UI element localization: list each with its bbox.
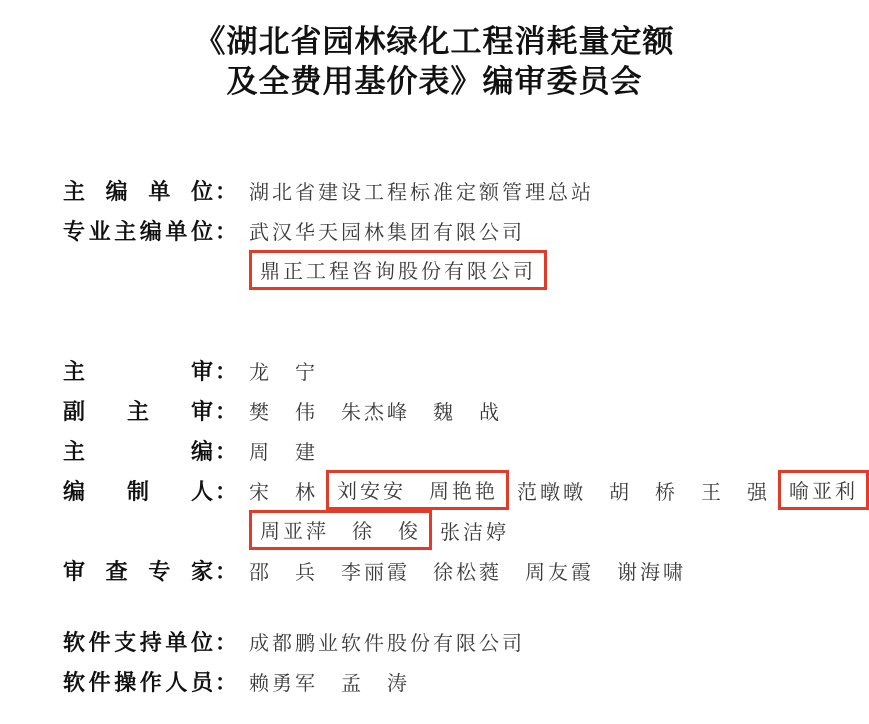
label-char: 位 xyxy=(190,218,213,244)
field-colon: ： xyxy=(215,438,238,464)
field-value: 张洁婷 xyxy=(440,521,510,544)
label-char: 编 xyxy=(63,478,86,504)
field-values xyxy=(249,470,869,550)
field-label xyxy=(63,175,213,206)
label-char: 审 xyxy=(63,558,86,584)
field-values xyxy=(249,350,859,390)
field-value: 龙 宁 xyxy=(249,361,319,384)
field-label-group xyxy=(63,430,237,470)
label-char: 主 xyxy=(126,398,149,424)
label-char: 业 xyxy=(88,218,111,244)
label-char: 审 xyxy=(190,358,213,384)
label-char: 软 xyxy=(63,629,86,655)
field-label-group xyxy=(63,170,237,210)
label-char: 主 xyxy=(63,358,86,384)
label-char: 单 xyxy=(165,218,188,244)
label-char: 软 xyxy=(63,669,86,695)
field-label xyxy=(63,355,213,386)
field-row xyxy=(63,390,859,430)
section-committee-members xyxy=(63,350,859,590)
field-row xyxy=(63,350,859,390)
label-char: 位 xyxy=(190,178,213,204)
label-char: 查 xyxy=(105,558,128,584)
value-line xyxy=(249,550,859,590)
label-char: 审 xyxy=(190,398,213,424)
value-line xyxy=(249,170,859,210)
label-char: 主 xyxy=(114,218,137,244)
label-char: 主 xyxy=(63,178,86,204)
field-label xyxy=(63,666,213,697)
field-label-group xyxy=(63,210,237,250)
field-row xyxy=(63,430,859,470)
title-line-1: 《湖北省园林绿化工程消耗量定额 xyxy=(194,24,675,59)
field-colon: ： xyxy=(215,669,238,695)
field-values xyxy=(249,390,859,430)
field-label xyxy=(63,435,213,466)
field-value: 樊 伟 朱杰峰 魏 战 xyxy=(249,401,503,424)
field-values xyxy=(249,661,859,701)
label-char: 编 xyxy=(190,438,213,464)
highlight-box: 刘安安 周艳艳 xyxy=(326,470,509,510)
page-title xyxy=(0,0,869,102)
field-value: 邵 兵 李丽霞 徐松蕤 周友霞 谢海啸 xyxy=(249,561,687,584)
field-value: 湖北省建设工程标准定额管理总站 xyxy=(249,181,595,204)
field-label-group xyxy=(63,350,237,390)
label-char: 支 xyxy=(114,629,137,655)
field-colon: ： xyxy=(215,358,238,384)
value-line xyxy=(249,621,859,661)
label-char: 单 xyxy=(148,178,171,204)
label-char: 副 xyxy=(63,398,86,424)
value-line xyxy=(249,350,859,390)
field-row xyxy=(63,550,859,590)
value-line xyxy=(249,661,859,701)
title-line-2: 及全费用基价表》编审委员会 xyxy=(226,64,643,99)
field-value: 范暾暾 胡 桥 王 强 xyxy=(517,481,771,504)
field-values xyxy=(249,170,859,210)
field-row xyxy=(63,661,859,701)
label-char: 编 xyxy=(139,218,162,244)
label-char: 主 xyxy=(63,438,86,464)
label-char: 操 xyxy=(114,669,137,695)
label-char: 件 xyxy=(88,629,111,655)
field-colon: ： xyxy=(215,558,238,584)
label-char: 人 xyxy=(165,669,188,695)
field-label xyxy=(63,215,213,246)
field-label-group xyxy=(63,390,237,430)
field-label-group xyxy=(63,470,237,510)
field-colon: ： xyxy=(215,178,238,204)
field-value: 周 建 xyxy=(249,441,319,464)
label-char: 编 xyxy=(105,178,128,204)
field-row xyxy=(63,170,859,210)
field-label xyxy=(63,475,213,506)
value-line xyxy=(249,390,859,430)
highlight-box: 周亚萍 徐 俊 xyxy=(249,510,432,550)
label-char: 员 xyxy=(190,669,213,695)
label-char: 持 xyxy=(139,629,162,655)
field-value: 成都鹏业软件股份有限公司 xyxy=(249,632,526,655)
highlight-box: 喻亚利 xyxy=(778,470,869,510)
label-char: 人 xyxy=(190,478,213,504)
field-values xyxy=(249,210,859,290)
field-value: 武汉华天园林集团有限公司 xyxy=(249,221,526,244)
label-char: 位 xyxy=(190,629,213,655)
field-colon: ： xyxy=(215,629,238,655)
field-colon: ： xyxy=(215,478,238,504)
field-row xyxy=(63,470,859,550)
field-colon: ： xyxy=(215,218,238,244)
field-label xyxy=(63,395,213,426)
value-line xyxy=(249,510,869,550)
value-line xyxy=(249,210,859,250)
label-char: 制 xyxy=(126,478,149,504)
value-line xyxy=(249,430,859,470)
field-label xyxy=(63,626,213,657)
field-value: 宋 林 xyxy=(249,481,319,504)
field-row xyxy=(63,210,859,290)
field-label xyxy=(63,555,213,586)
label-char: 单 xyxy=(165,629,188,655)
field-value: 赖勇军 孟 涛 xyxy=(249,672,411,695)
label-char: 专 xyxy=(148,558,171,584)
field-row xyxy=(63,621,859,661)
label-char: 专 xyxy=(63,218,86,244)
section-software xyxy=(63,621,859,701)
field-label-group xyxy=(63,661,237,701)
field-colon: ： xyxy=(215,398,238,424)
label-char: 家 xyxy=(190,558,213,584)
field-label-group xyxy=(63,621,237,661)
label-char: 件 xyxy=(88,669,111,695)
label-char: 作 xyxy=(139,669,162,695)
field-label-group xyxy=(63,550,237,590)
field-values xyxy=(249,621,859,661)
field-values xyxy=(249,430,859,470)
field-values xyxy=(249,550,859,590)
section-editorial-units xyxy=(63,170,859,290)
value-line xyxy=(249,470,869,510)
highlight-box: 鼎正工程咨询股份有限公司 xyxy=(249,250,547,290)
value-line xyxy=(249,250,859,290)
